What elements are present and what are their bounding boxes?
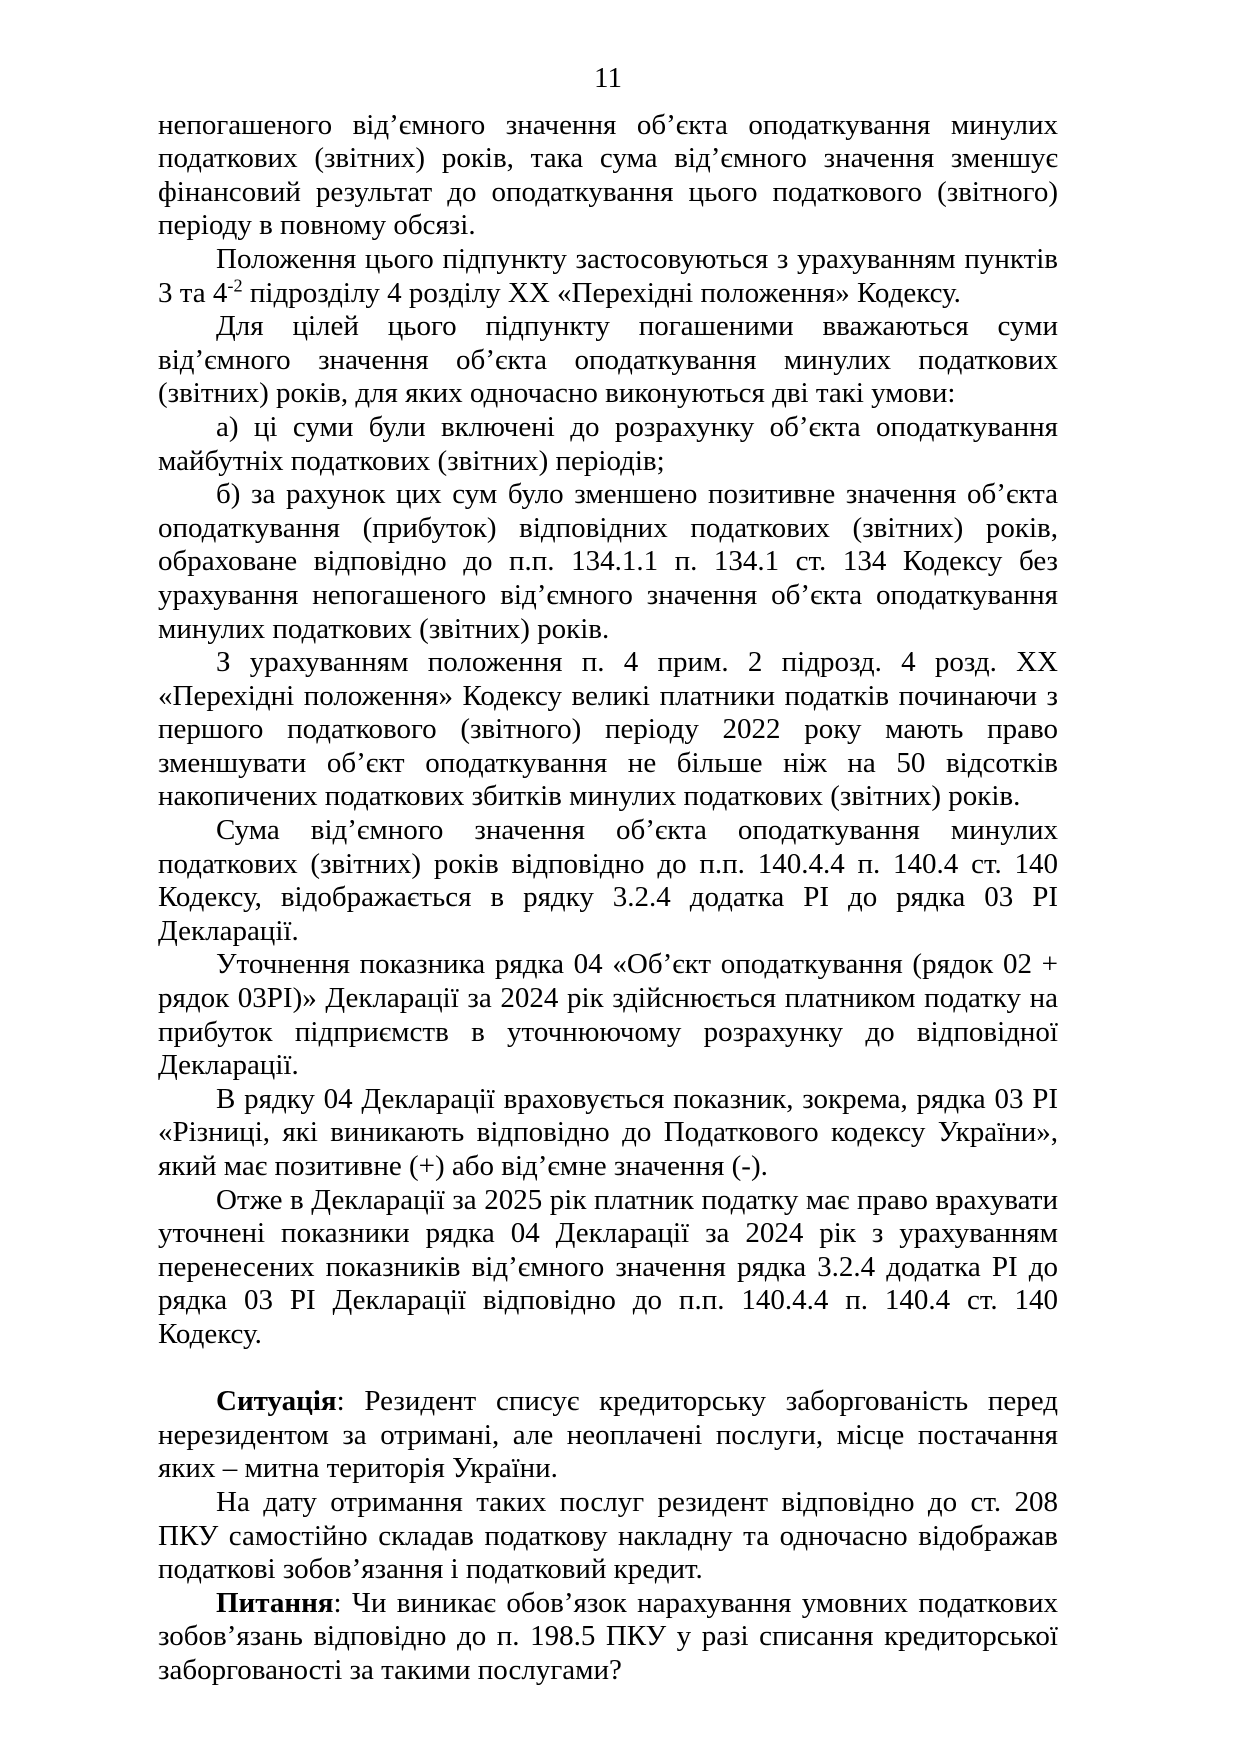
superscript-text: -2 (227, 274, 243, 295)
body-text-segment: : Резидент списує кредиторську заборгованість перед нерезидентом за отримані, але неоплачені послуги, місце постачання яких – митна територія України. (158, 1385, 1058, 1485)
body-text-segment: : Чи виникає обов’язок нарахування умовних податкових зобов’язань відповідно до п. 198.5 ПКУ у разі списання кредиторської заборгованості за такими послугами? (158, 1586, 1058, 1686)
paragraph (158, 948, 1058, 1082)
paragraph (158, 109, 1058, 243)
paragraph (158, 1385, 1058, 1486)
bold-lead-text: Ситуація (216, 1385, 337, 1418)
body-text-segment: Отже в Декларації за 2025 рік платник податку має право врахувати уточнені показники рядка 04 Декларації за 2024 рік з урахуванням перенесених показників від’ємного значення рядка 3.2.4 додатка РІ до рядка 03 РІ Декларації відповідно до п.п. 140.4.4 п. 140.4 ст. 140 Кодексу. (158, 1183, 1058, 1350)
body-text-segment: З урахуванням положення п. 4 прим. 2 підрозд. 4 розд. ХХ «Перехідні положення» Кодексу великі платники податків починаючи з першого податкового (звітного) періоду 2022 року мають право зменшувати об’єкт оподаткування не більше ніж на 50 відсотків накопичених податкових збитків минулих податкових (звітних) років. (158, 646, 1058, 813)
paragraph (158, 1184, 1058, 1352)
paragraph (158, 411, 1058, 478)
paragraph (158, 1486, 1058, 1587)
paragraph (158, 1083, 1058, 1184)
body-text-segment: а) ці суми були включені до розрахунку об’єкта оподаткування майбутніх податкових (звітних) періодів; (158, 410, 1058, 477)
body-text-segment: б) за рахунок цих сум було зменшено позитивне значення об’єкта оподаткування (прибуток) відповідних податкових (звітних) років, обраховане відповідно до п.п. 134.1.1 п. 134.1 ст. 134 Кодексу без урахування непогашеного від’ємного значення об’єкта оподаткування минулих податкових (звітних) років. (158, 478, 1058, 645)
body-text-segment: Для цілей цього підпункту погашеними вважаються суми від’ємного значення об’єкта оподаткування минулих податкових (звітних) років, для яких одночасно виконуються дві такі умови: (158, 310, 1058, 410)
body-text-segment: В рядку 04 Декларації враховується показник, зокрема, рядка 03 РІ «Різниці, які виникають відповідно до Податкового кодексу України», який має позитивне (+) або від’ємне значення (-). (158, 1082, 1058, 1182)
paragraph (158, 1587, 1058, 1688)
page-number: 11 (594, 62, 622, 94)
paragraph (158, 814, 1058, 948)
body-text-segment: підрозділу 4 розділу ХХ «Перехідні положення» Кодексу. (242, 276, 961, 309)
paragraph (158, 310, 1058, 411)
bold-lead-text: Питання (216, 1586, 334, 1619)
body-text-segment: Положення цього підпункту застосовуються з урахуванням пунктів 3 та 4 (158, 242, 1058, 309)
paragraph (158, 646, 1058, 814)
paragraph (158, 243, 1058, 310)
body-text-segment: На дату отримання таких послуг резидент відповідно до ст. 208 ПКУ самостійно складав податкову накладну та одночасно відображав податкові зобов’язання і податковий кредит. (158, 1485, 1058, 1586)
document-body (158, 109, 1058, 1688)
body-text-segment: Сума від’ємного значення об’єкта оподаткування минулих податкових (звітних) років відповідно до п.п. 140.4.4 п. 140.4 ст. 140 Кодексу, відображається в рядку 3.2.4 додатка РІ до рядка 03 РІ Декларації. (158, 814, 1058, 947)
paragraph (158, 478, 1058, 646)
body-text-segment: Уточнення показника рядка 04 «Об’єкт оподаткування (рядок 02 + рядок 03РІ)» Декларації за 2024 рік здійснюється платником податку на прибуток підприємств в уточнюючому розрахунку до відповідної Декларації. (158, 948, 1058, 1082)
body-text-segment: непогашеного від’ємного значення об’єкта оподаткування минулих податкових (звітних) років, така сума від’ємного значення зменшує фінансовий результат до оподаткування цього податкового (звітного) періоду в повному обсязі. (158, 108, 1058, 242)
